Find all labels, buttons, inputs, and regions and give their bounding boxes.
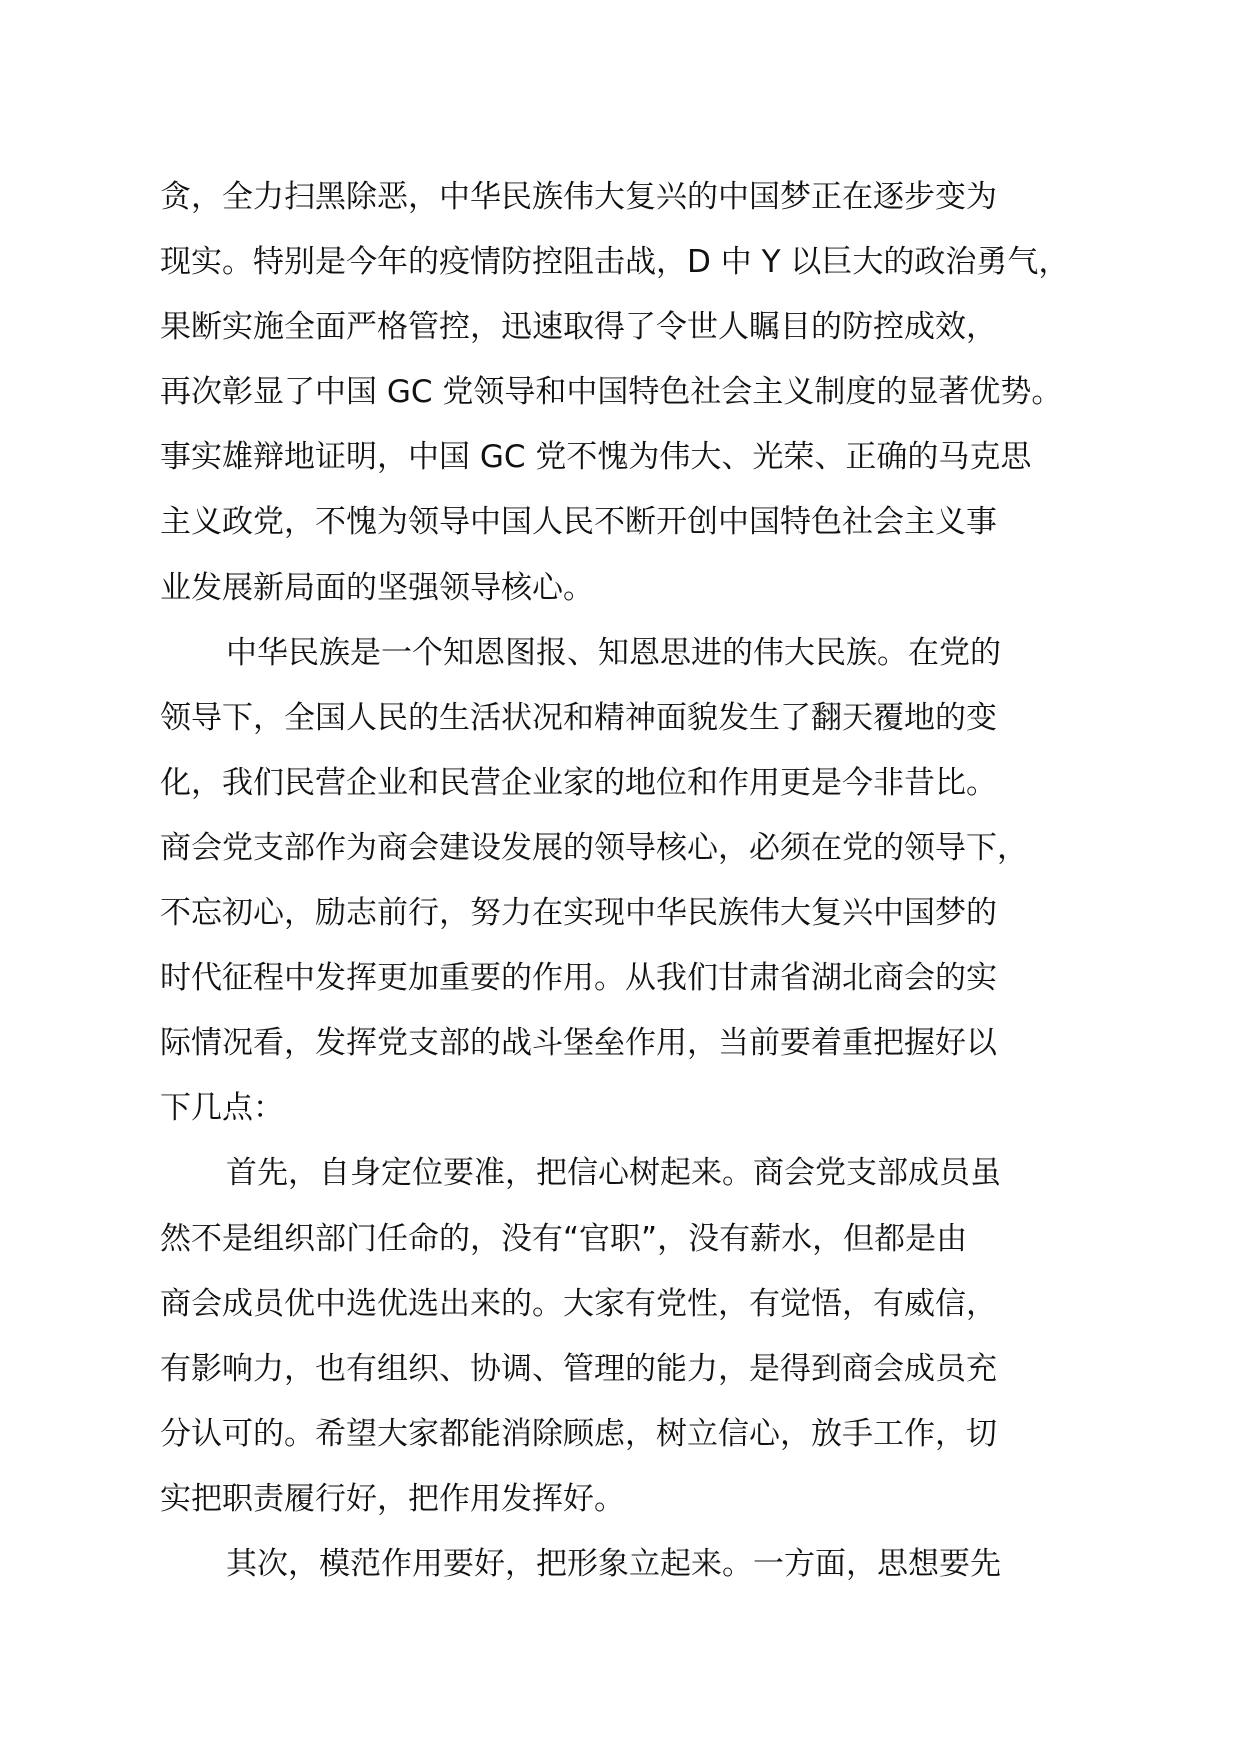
text-line: 不忘初心，励志前行，努力在实现中华民族伟大复兴中国梦的: [160, 895, 997, 932]
paragraph-first-line: 中华民族是一个知恩图报、知恩思进的伟大民族。在党的: [226, 634, 1001, 671]
text-line: 商会党支部作为商会建设发展的领导核心，必须在党的领导下，: [160, 829, 1028, 866]
text-line: 贪，全力扫黑除恶，中华民族伟大复兴的中国梦正在逐步变为: [160, 179, 997, 215]
document-body: [160, 165, 1120, 1597]
text-line: 领导下，全国人民的生活状况和精神面貌发生了翻天覆地的变: [160, 699, 997, 736]
paragraph-first-line: 其次，模范作用要好，把形象立起来。一方面，思想要先: [226, 1545, 1001, 1582]
text-line: 际情况看，发挥党支部的战斗堡垒作用，当前要着重把握好以: [160, 1025, 997, 1062]
text-line: 实把职责履行好，把作用发挥好。: [160, 1480, 625, 1517]
text-line: 有影响力，也有组织、协调、管理的能力，是得到商会成员充: [160, 1350, 997, 1387]
text-line: 化，我们民营企业和民营企业家的地位和作用更是今非昔比。: [160, 764, 997, 801]
paragraph-first-line: 首先，自身定位要准，把信心树起来。商会党支部成员虽: [226, 1155, 1001, 1192]
text-line: 商会成员优中选优选出来的。大家有党性，有觉悟，有威信，: [160, 1285, 997, 1322]
text-line: 现实。特别是今年的疫情防控阻击战，D 中 Y 以巨大的政治勇气，: [160, 244, 1070, 281]
text-line: 主义政党，不愧为领导中国人民不断开创中国特色社会主义事: [160, 504, 997, 541]
text-line: 下几点：: [160, 1090, 284, 1127]
text-line: 业发展新局面的坚强领导核心。: [160, 569, 594, 606]
text-line: 然不是组织部门任命的，没有“官职”，没有薪水，但都是由: [160, 1220, 968, 1257]
text-line: 分认可的。希望大家都能消除顾虑，树立信心，放手工作，切: [160, 1415, 997, 1452]
text-line: 事实雄辩地证明，中国 GC 党不愧为伟大、光荣、正确的马克思: [160, 439, 1032, 476]
text-line: 时代征程中发挥更加重要的作用。从我们甘肃省湖北商会的实: [160, 960, 997, 997]
text-line: 果断实施全面严格管控，迅速取得了令世人瞩目的防控成效，: [160, 309, 997, 346]
text-line: 再次彰显了中国 GC 党领导和中国特色社会主义制度的显著优势。: [160, 374, 1063, 411]
